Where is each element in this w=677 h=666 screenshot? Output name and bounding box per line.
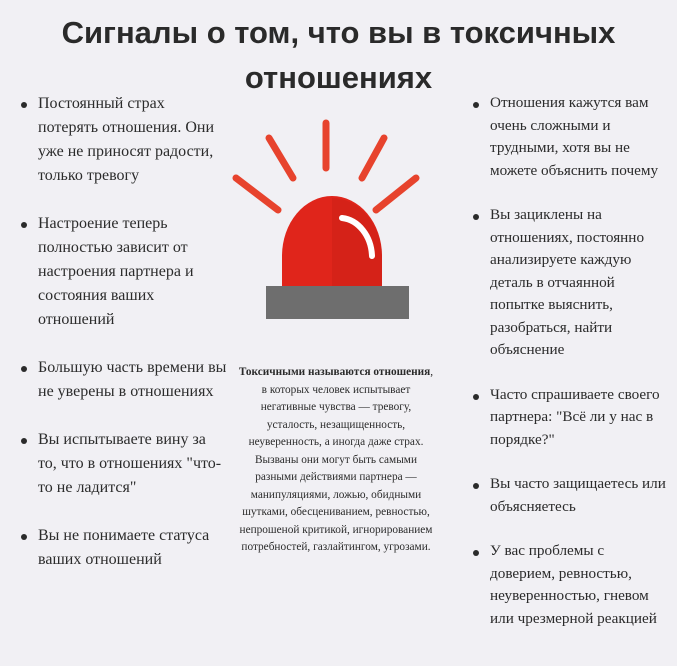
ray [236,178,278,210]
left-signs-list [18,92,228,596]
list-item: Отношения кажутся вам очень сложными и трудными, хотя вы не можете объяснить почему [470,92,670,182]
list-item: У вас проблемы с доверием, ревностью, неуверенностью, гневом или чрезмерной реакцией [470,540,670,630]
list-item: Вы часто защищаетесь или объясняетесь [470,473,670,518]
list-item: Вы испытываете вину за то, что в отношениях "что-то не ладится" [18,428,228,500]
list-item: Постоянный страх потерять отношения. Они уже не приносят радости, только тревогу [18,92,228,188]
ray [362,138,384,178]
siren-base [266,286,409,319]
list-item: Часто спрашиваете своего партнера: "Всё ли у нас в порядке?" [470,384,670,452]
siren-icon [226,118,426,328]
list-item: Вы зациклены на отношениях, постоянно анализируете каждую деталь в отчаянной попытке выяснить, разобраться, найти объяснение [470,204,670,362]
right-signs-list [470,92,670,652]
list-item: Большую часть времени вы не уверены в отношениях [18,356,228,404]
definition-term: Токсичными называются отношения [238,366,431,378]
list-item: Настроение теперь полностью зависит от настроения партнера и состояния ваших отношений [18,212,228,332]
ray [376,178,416,210]
definition-body: , в которых человек испытывает негативные чувства — тревогу, усталость, незащищенность, неуверенность, а иногда даже страх. Вызваны они могут быть самыми разными действиями партнера — манипуляциями, ложью, обидными шутками, обесцениванием, ревностью, непрошеной критикой, игнорированием потребностей, газлайтингом, угрозами. [239,366,434,553]
definition-text [236,364,436,557]
page-title: Сигналы о том, что вы в токсичных отношениях [61,15,616,95]
list-item: Вы не понимаете статуса ваших отношений [18,524,228,572]
ray [269,138,293,178]
